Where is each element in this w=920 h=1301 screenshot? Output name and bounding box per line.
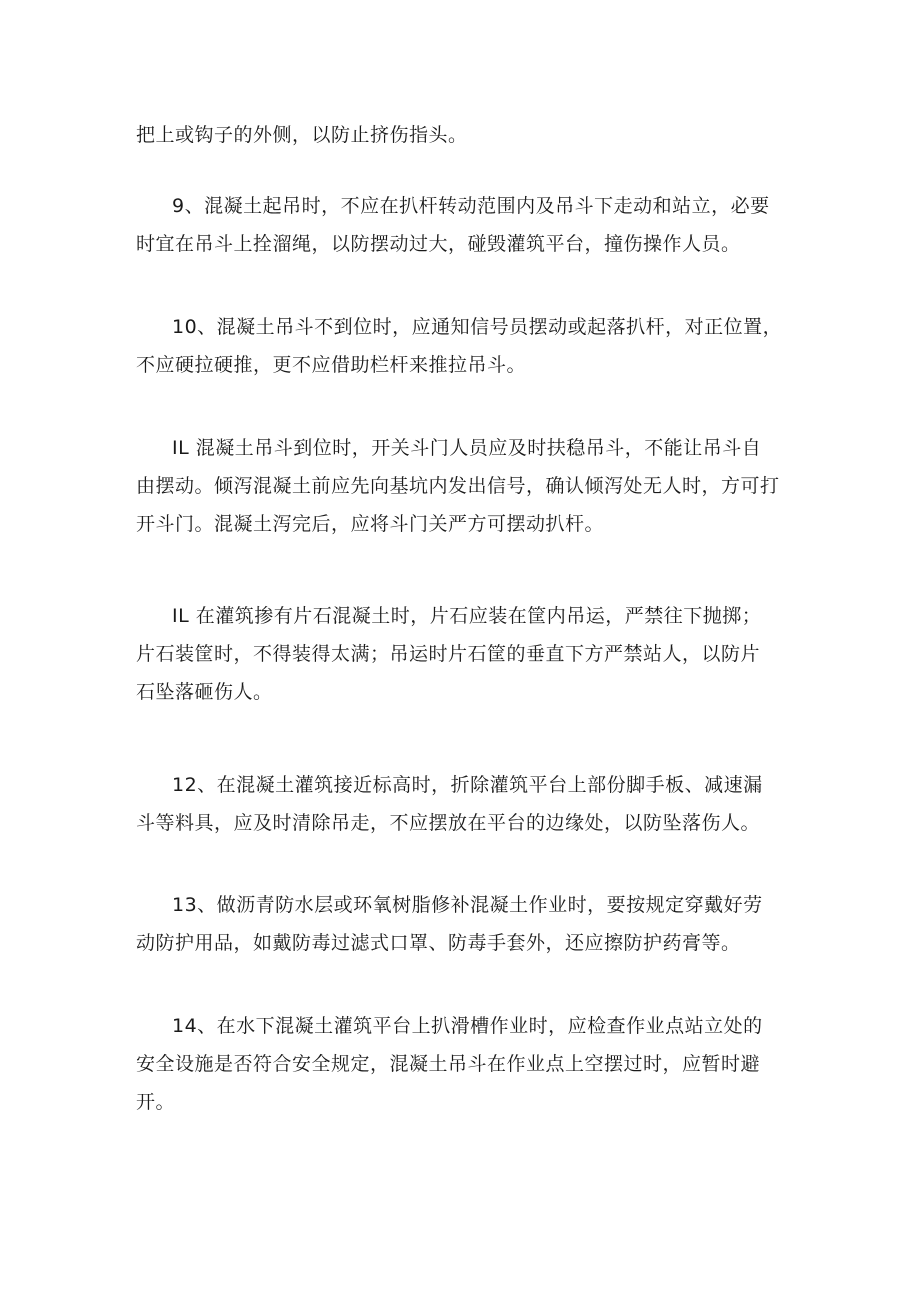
text-line: 12、在混凝土灌筑接近标高时，折除灌筑平台上部份脚手板、减速漏 bbox=[172, 774, 763, 796]
text-line: 石坠落砸伤人。 bbox=[136, 681, 273, 703]
text-line: 开。 bbox=[136, 1091, 176, 1113]
text-line: 不应硬拉硬推，更不应借助栏杆来推拉吊斗。 bbox=[136, 354, 527, 376]
text-line: IL 在灌筑掺有片石混凝土时，片石应装在筐内吊运，严禁往下抛掷； bbox=[172, 605, 762, 627]
paragraph-item-13 bbox=[136, 886, 796, 962]
text-line: 动防护用品，如戴防毒过滤式口罩、防毒手套外，还应擦防护药膏等。 bbox=[136, 932, 741, 954]
text-line: 由摆动。倾泻混凝土前应先向基坑内发出信号，确认倾泻处无人时，方可打 bbox=[136, 475, 780, 497]
text-line: 9、混凝土起吊时，不应在扒杆转动范围内及吊斗下走动和站立，必要 bbox=[172, 195, 770, 217]
text-line: 安全设施是否符合安全规定，混凝土吊斗在作业点上空摆过时，应暂时避 bbox=[136, 1053, 761, 1075]
paragraph-item-9 bbox=[136, 187, 796, 263]
paragraph-item-14 bbox=[136, 1007, 796, 1121]
text-line: 13、做沥青防水层或环氧树脂修补混凝土作业时，要按规定穿戴好劳 bbox=[172, 894, 763, 916]
paragraph-item-12 bbox=[136, 766, 796, 842]
paragraph-item-10 bbox=[136, 308, 796, 384]
text-line: 开斗门。混凝土泻完后，应将斗门关严方可摆动扒杆。 bbox=[136, 513, 605, 535]
text-line: 把上或钩子的外侧，以防止挤伤指头。 bbox=[136, 124, 468, 146]
text-line: 斗等料具，应及时清除吊走，不应摆放在平台的边缘处，以防坠落伤人。 bbox=[136, 812, 761, 834]
text-line: 14、在水下混凝土灌筑平台上扒滑槽作业时，应检查作业点站立处的 bbox=[172, 1015, 763, 1037]
text-line: 时宜在吊斗上拴溜绳，以防摆动过大，碰毁灌筑平台，撞伤操作人员。 bbox=[136, 233, 741, 255]
paragraph-item-8-cont bbox=[136, 116, 796, 154]
paragraph-item-11 bbox=[136, 429, 796, 543]
text-line: IL 混凝土吊斗到位时，开关斗门人员应及时扶稳吊斗，不能让吊斗自 bbox=[172, 437, 762, 459]
text-line: 片石装筐时，不得装得太满；吊运时片石筐的垂直下方严禁站人，以防片 bbox=[136, 643, 761, 665]
paragraph-item-11b bbox=[136, 597, 796, 711]
text-line: 10、混凝土吊斗不到位时，应通知信号员摆动或起落扒杆，对正位置， bbox=[172, 316, 783, 338]
